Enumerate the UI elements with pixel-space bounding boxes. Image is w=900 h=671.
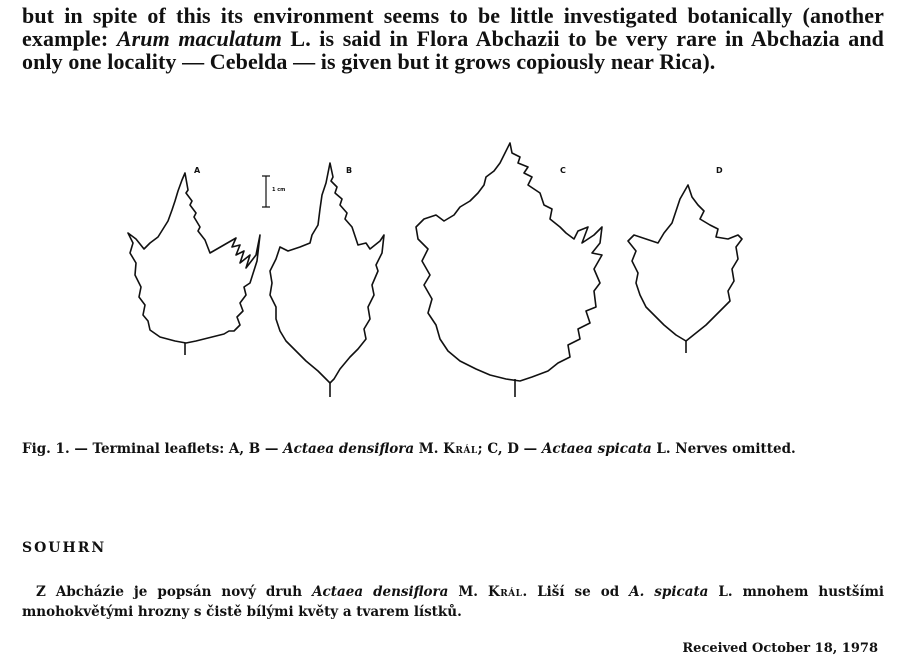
leaflet-b-outline (270, 163, 384, 383)
figure-label-a: A (194, 166, 201, 175)
caption-author-1b: Král (443, 441, 478, 457)
received-date: Received October 18, 1978 (682, 641, 878, 656)
caption-author-1a: M. (414, 441, 444, 457)
leaflet-c-outline (416, 143, 602, 381)
section-heading: SOUHRN (22, 540, 107, 556)
summary-species-2: A. spicata (629, 584, 709, 600)
summary-author-1a: M. (448, 584, 488, 600)
species-name: Arum maculatum (116, 26, 282, 51)
scale-bar (262, 176, 270, 207)
summary-text-1: Z Abcházie je popsán nový druh (36, 584, 313, 600)
summary-species-1: Actaea densiflora (312, 584, 449, 600)
summary-text-3: L. mnohem hustšími mnohokvětými hrozny s čistě bílými květy a tvarem lístků. (22, 584, 884, 620)
figure-caption (22, 440, 884, 459)
paragraph-text-2: L. is said in Flora Abchazii to be very rare in Abchazia and only one locality — Cebelda — is given but it grows copiously near Rica). (22, 26, 884, 74)
figure-label-c: C (560, 166, 566, 175)
caption-prefix: Fig. 1. — Terminal leaflets: A, B — (22, 441, 284, 457)
caption-species-1: Actaea densiflora (283, 441, 415, 457)
caption-suffix: L. Nerves omitted. (651, 441, 796, 457)
scale-bar-label: 1 cm (272, 187, 286, 193)
leaflet-a-outline (128, 173, 260, 343)
caption-species-2: Actaea spicata (541, 441, 652, 457)
body-paragraph (22, 4, 884, 73)
figure-label-b: B (346, 166, 353, 175)
figure-label-d: D (716, 166, 723, 175)
leaflet-d-outline (628, 185, 742, 341)
summary-paragraph (22, 582, 884, 622)
leaflet-figure (0, 135, 900, 425)
paragraph-text-1: but in spite of this its environment seems to be little investigated botanically (another example: (22, 3, 884, 51)
summary-text-2: . Liší se od (522, 584, 630, 600)
summary-author-1b: Král (487, 584, 523, 600)
caption-mid: ; C, D — (477, 441, 542, 457)
